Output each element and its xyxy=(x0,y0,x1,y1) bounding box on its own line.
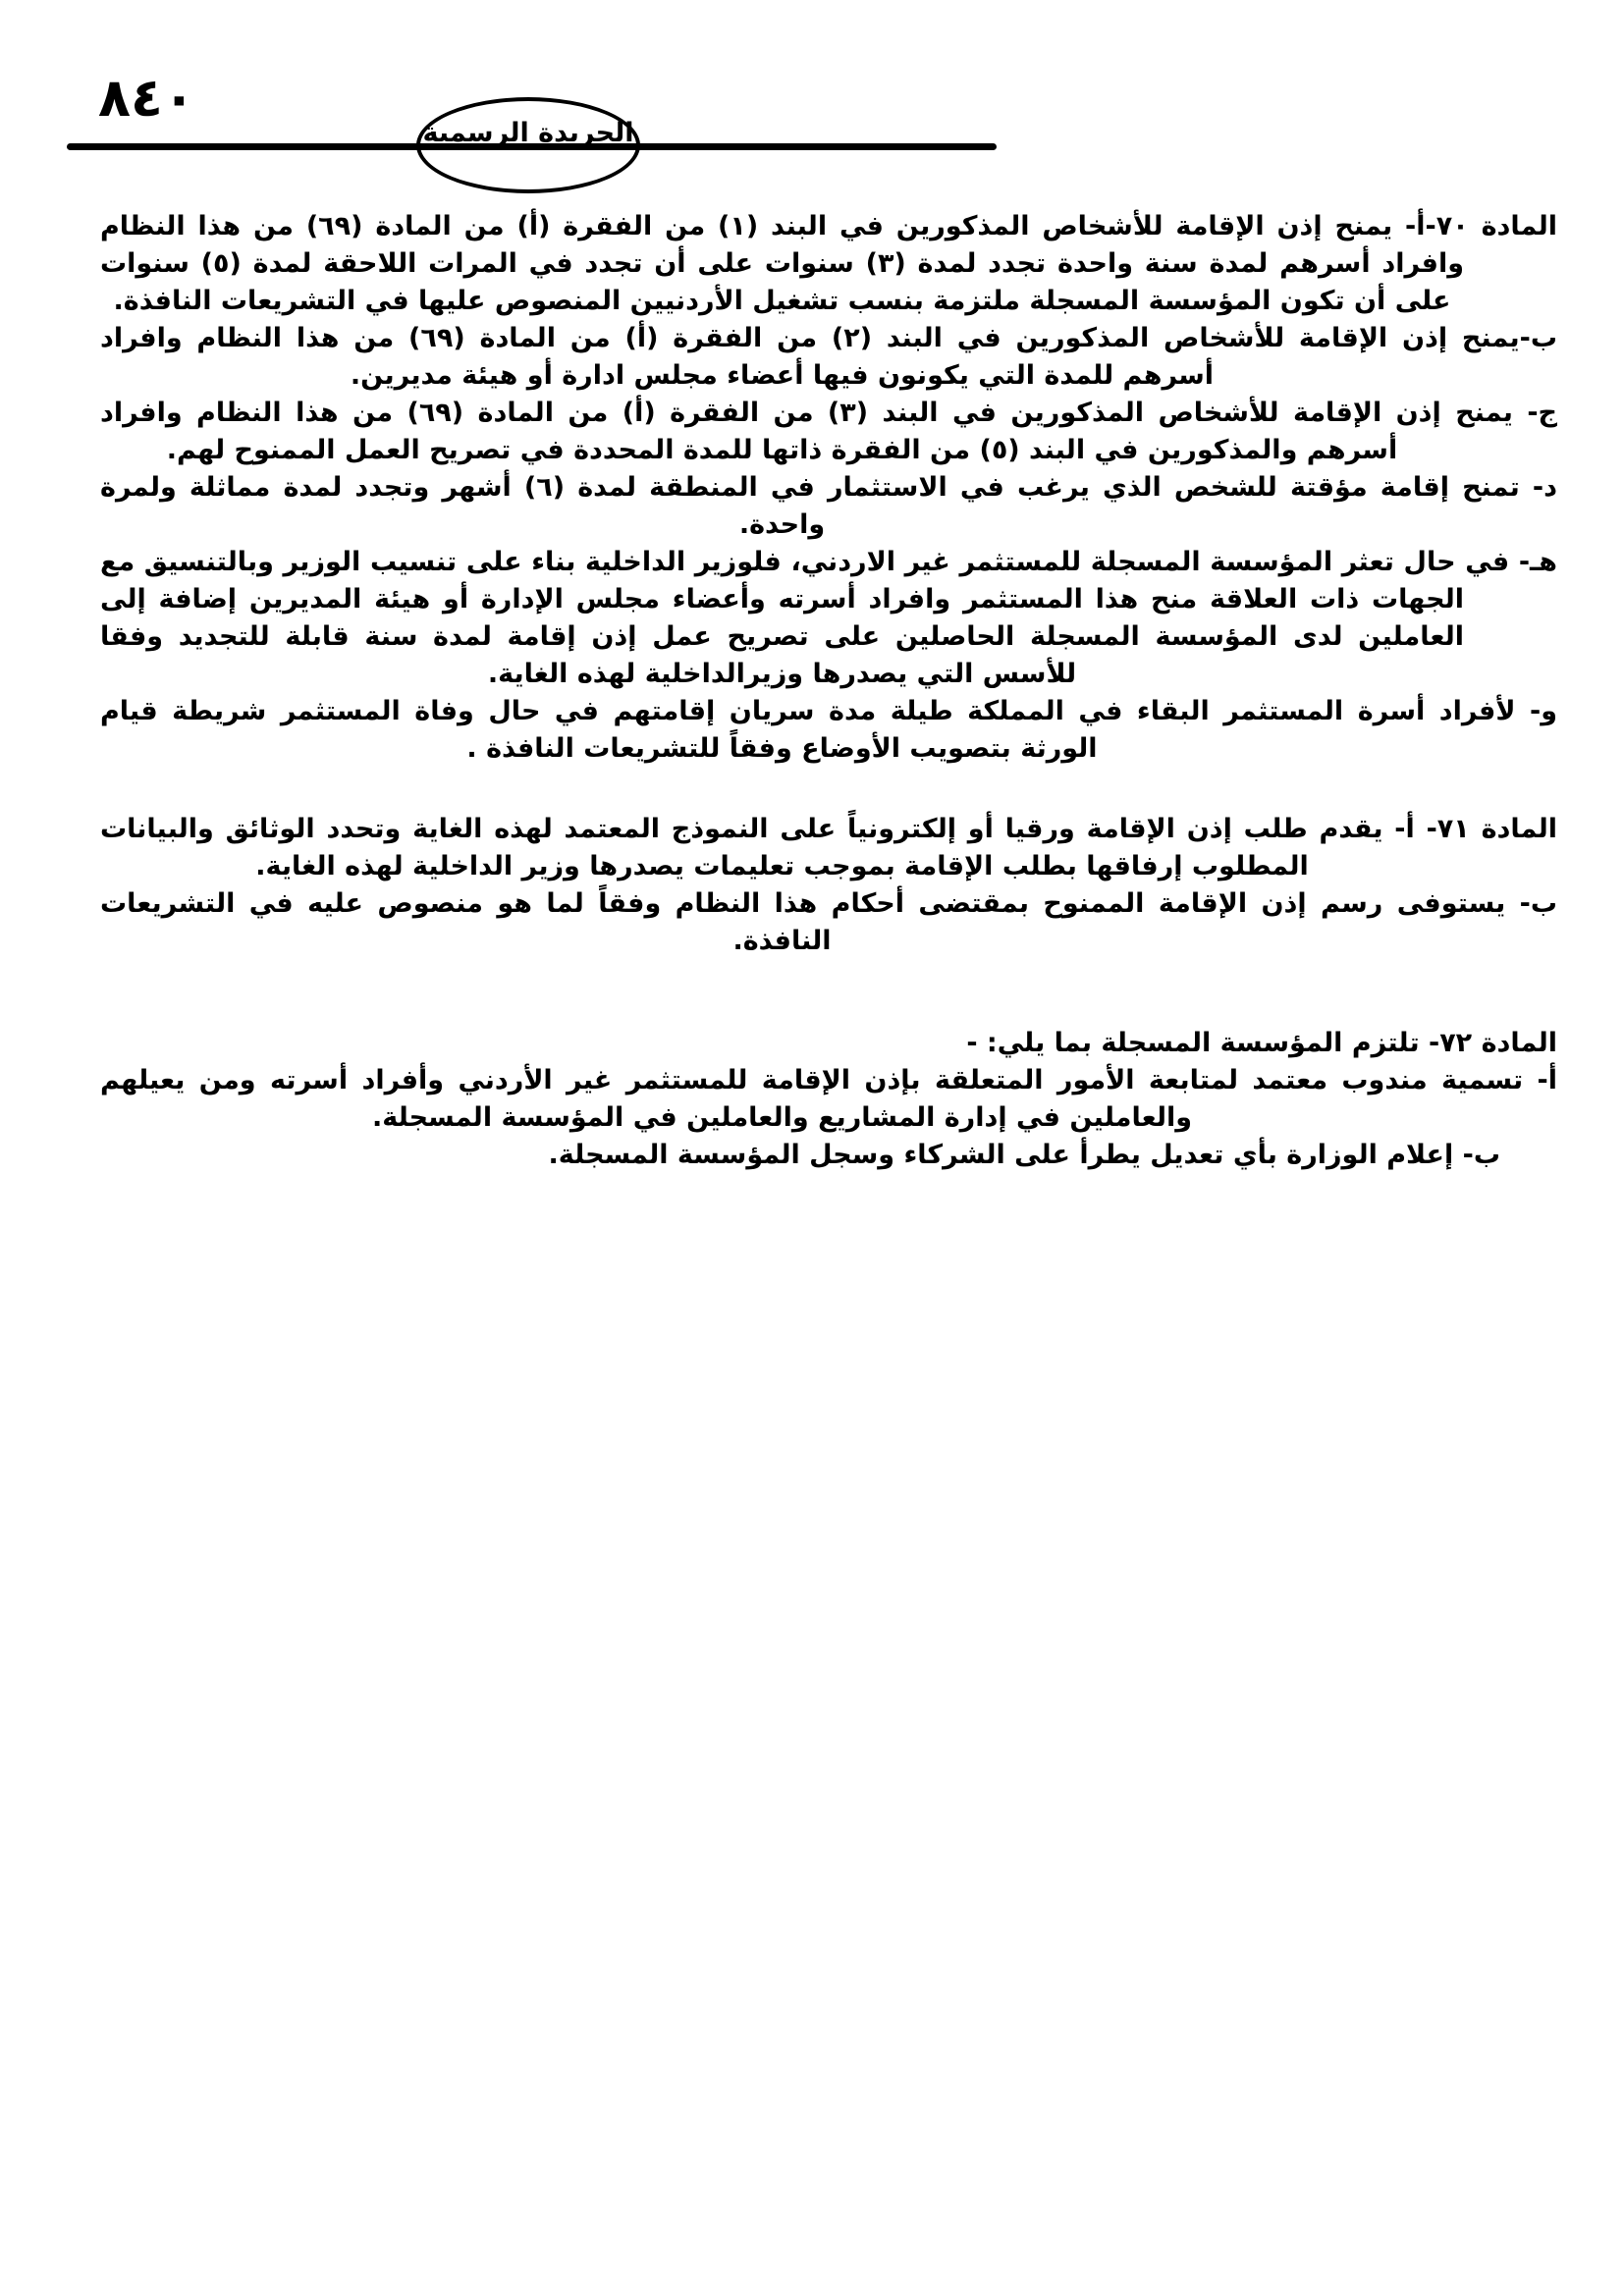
document-body xyxy=(100,208,1557,1174)
paragraph: د- تمنح إقامة مؤقتة للشخص الذي يرغب في الاستثمار في المنطقة لمدة (٦) أشهر وتجدد لمدة مماثلة ولمرة واحدة. xyxy=(100,472,1557,540)
paragraph: ب- إعلام الوزارة بأي تعديل يطرأ على الشركاء وسجل المؤسسة المسجلة. xyxy=(548,1140,1500,1170)
page-number: ٨٤٠ xyxy=(98,67,195,129)
paragraph: ب- يستوفى رسم إذن الإقامة الممنوح بمقتضى أحكام هذا النظام وفقاً لما هو منصوص عليه في التشريعات النافذة. xyxy=(100,888,1557,956)
paragraph: و- لأفراد أسرة المستثمر البقاء في المملكة طيلة مدة سريان إقامتهم في حال وفاة المستثمر شريطة قيام الورثة بتصويب الأوضاع وفقاً للتشريعات النافذة . xyxy=(100,696,1557,764)
gazette-title: الجريدة الرسمية xyxy=(422,117,634,148)
paragraph: ج- يمنح إذن الإقامة للأشخاص المذكورين في البند (٣) من الفقرة (أ) من المادة (٦٩) من هذا النظام وافراد أسرهم والمذكورين في البند (٥) من الفقرة ذاتها للمدة المحددة في تصريح العمل الممنوح لهم. xyxy=(100,398,1557,465)
paragraph: المادة ٧٠-أ- يمنح إذن الإقامة للأشخاص المذكورين في البند (١) من الفقرة (أ) من المادة (٦٩) من هذا النظام وافراد أسرهم لمدة سنة واحدة تجدد لمدة (٣) سنوات على أن تجدد في المرات اللاحقة لمدة (٥) سنوات على أن تكون المؤسسة المسجلة ملتزمة بنسب تشغيل الأردنيين المنصوص عليها في التشريعات النافذة. xyxy=(100,211,1557,316)
paragraph: ب-يمنح إذن الإقامة للأشخاص المذكورين في البند (٢) من الفقرة (أ) من المادة (٦٩) من هذا النظام وافراد أسرهم للمدة التي يكونون فيها أعضاء مجلس ادارة أو هيئة مديرين. xyxy=(100,323,1557,391)
paragraph: أ- تسمية مندوب معتمد لمتابعة الأمور المتعلقة بإذن الإقامة للمستثمر غير الأردني وأفراد أسرته ومن يعيلهم والعاملين في إدارة المشاريع والعاملين في المؤسسة المسجلة. xyxy=(100,1065,1557,1133)
paragraph: المادة ٧٢- تلتزم المؤسسة المسجلة بما يلي: - xyxy=(966,1028,1557,1058)
paragraph: هـ- في حال تعثر المؤسسة المسجلة للمستثمر غير الاردني، فلوزير الداخلية بناء على تنسيب الوزير وبالتنسيق مع الجهات ذات العلاقة منح هذا المستثمر وافراد أسرته وأعضاء مجلس الإدارة أو هيئة المديرين إضافة إلى العاملين لدى المؤسسة المسجلة الحاصلين على تصريح عمل إذن إقامة لمدة سنة قابلة للتجديد وفقا للأسس التي يصدرها وزيرالداخلية لهذه الغاية. xyxy=(100,547,1557,689)
article-71 xyxy=(100,811,1557,960)
gazette-banner xyxy=(416,97,640,193)
article-72 xyxy=(100,1025,1557,1174)
paragraph: المادة ٧١- أ- يقدم طلب إذن الإقامة ورقيا أو إلكترونياً على النموذج المعتمد لهذه الغاية وتحدد الوثائق والبيانات المطلوب إرفاقها بطلب الإقامة بموجب تعليمات يصدرها وزير الداخلية لهذه الغاية. xyxy=(100,814,1557,881)
article-70 xyxy=(100,208,1557,768)
